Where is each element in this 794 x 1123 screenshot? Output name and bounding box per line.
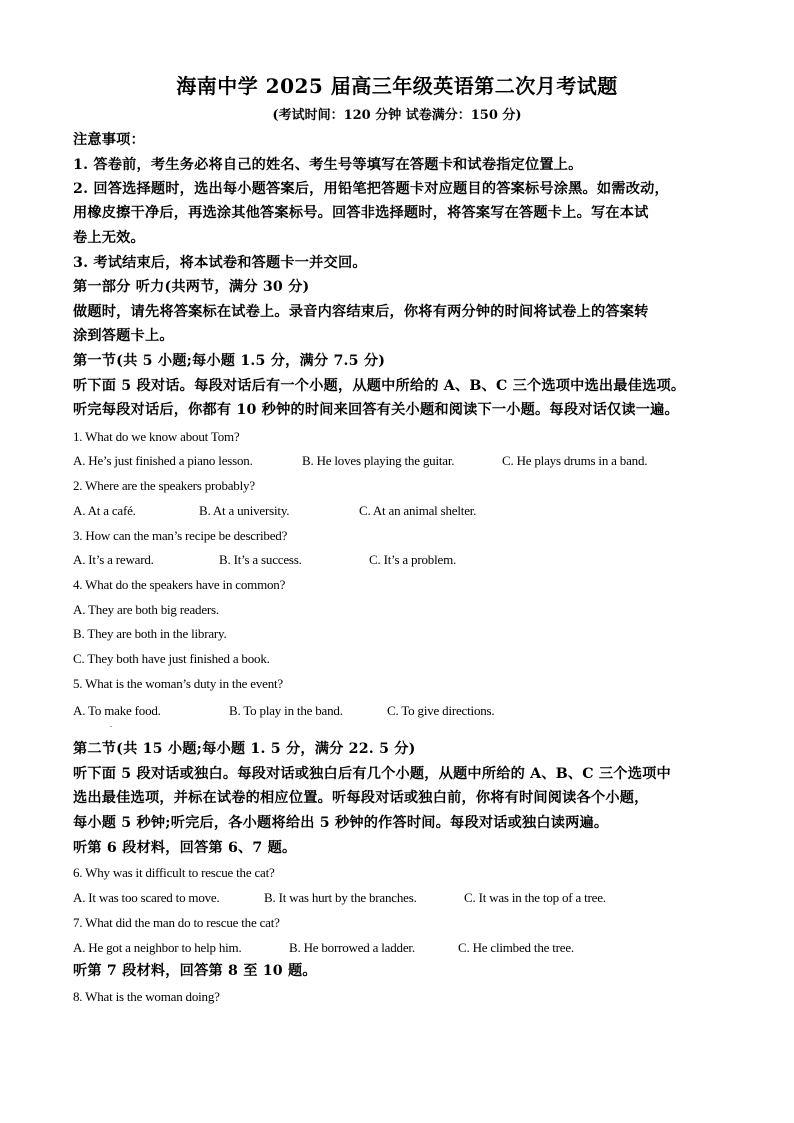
instruction-1: 1. 答卷前，考生务必将自己的姓名、考生号等填写在答题卡和试卷指定位置上。 bbox=[73, 157, 583, 173]
option-b: B. He borrowed a ladder. bbox=[289, 940, 415, 955]
material-6-heading: 听第 6 段材料，回答第 6、7 题。 bbox=[73, 840, 297, 856]
section2-desc-line-2: 选出最佳选项，并标在试卷的相应位置。听每段对话或独白前，你将有时间阅读各个小题， bbox=[73, 790, 649, 806]
exam-subtitle: (考试时间：120 分钟 试卷满分：150 分) bbox=[272, 108, 522, 123]
question-stem: 4. What do the speakers have in common? bbox=[73, 577, 286, 592]
option-a: A. At a café. bbox=[73, 503, 136, 518]
instruction-2-line-2: 用橡皮擦干净后，再选涂其他答案标号。回答非选择题时，将答案写在答题卡上。写在本试 bbox=[73, 205, 649, 221]
option-a: A. He’s just finished a piano lesson. bbox=[73, 453, 253, 468]
question-stem: 5. What is the woman’s duty in the event? bbox=[73, 676, 283, 691]
section1-desc-line-1: 听下面 5 段对话。每段对话后有一个小题，从题中所给的 A、B、C 三个选项中选出最佳选项。 bbox=[73, 378, 686, 394]
option-a: A. They are both big readers. bbox=[73, 602, 219, 617]
question-stem: 7. What did the man do to rescue the cat? bbox=[73, 915, 280, 930]
option-a: A. It was too scared to move. bbox=[73, 890, 220, 905]
option-a: A. He got a neighbor to help him. bbox=[73, 940, 242, 955]
section2-desc-line-1: 听下面 5 段对话或独白。每段对话或独白后有几个小题，从题中所给的 A、B、C 三个选项中 bbox=[73, 766, 671, 782]
instruction-2-line-3: 卷上无效。 bbox=[73, 230, 145, 246]
option-b: B. It was hurt by the branches. bbox=[264, 890, 417, 905]
option-a: A. It’s a reward. bbox=[73, 552, 154, 567]
option-b: B. It’s a success. bbox=[219, 552, 302, 567]
option-c: C. He plays drums in a band. bbox=[502, 453, 648, 468]
stray-dot: . bbox=[110, 720, 112, 729]
option-b: B. He loves playing the guitar. bbox=[302, 453, 455, 468]
option-c: C. It’s a problem. bbox=[369, 552, 457, 567]
material-7-heading: 听第 7 段材料，回答第 8 至 10 题。 bbox=[73, 963, 317, 979]
section2-heading: 第二节(共 15 小题;每小题 1. 5 分，满分 22. 5 分) bbox=[73, 741, 416, 757]
instruction-2-line-1: 2. 回答选择题时，选出每小题答案后，用铅笔把答题卡对应题目的答案标号涂黑。如需改动， bbox=[73, 181, 669, 197]
instruction-3: 3. 考试结束后，将本试卷和答题卡一并交回。 bbox=[73, 255, 367, 271]
option-b: B. They are both in the library. bbox=[73, 626, 227, 641]
option-c: C. To give directions. bbox=[387, 703, 495, 718]
exam-title: 海南中学 2025 届高三年级英语第二次月考试题 bbox=[176, 74, 618, 98]
section1-heading: 第一节(共 5 小题;每小题 1.5 分，满分 7.5 分) bbox=[73, 353, 386, 369]
question-stem: 2. Where are the speakers probably? bbox=[73, 478, 255, 493]
instructions-heading: 注意事项： bbox=[73, 132, 145, 148]
question-stem: 8. What is the woman doing? bbox=[73, 989, 220, 1004]
question-stem: 6. Why was it difficult to rescue the cat? bbox=[73, 865, 275, 880]
option-c: C. It was in the top of a tree. bbox=[464, 890, 606, 905]
option-b: B. At a university. bbox=[199, 503, 290, 518]
section2-desc-line-3: 每小题 5 秒钟;听完后，各小题将给出 5 秒钟的作答时间。每段对话或独白读两遍。 bbox=[73, 815, 609, 831]
option-b: B. To play in the band. bbox=[229, 703, 343, 718]
question-stem: 3. How can the man’s recipe be described? bbox=[73, 528, 288, 543]
option-c: C. At an animal shelter. bbox=[359, 503, 477, 518]
question-stem: 1. What do we know about Tom? bbox=[73, 429, 240, 444]
part1-heading: 第一部分 听力(共两节，满分 30 分) bbox=[73, 279, 310, 295]
option-c: C. He climbed the tree. bbox=[458, 940, 574, 955]
part1-desc-line-1: 做题时，请先将答案标在试卷上。录音内容结束后，你将有两分钟的时间将试卷上的答案转 bbox=[73, 304, 649, 320]
part1-desc-line-2: 涂到答题卡上。 bbox=[73, 328, 174, 344]
option-c: C. They both have just finished a book. bbox=[73, 651, 270, 666]
section1-desc-line-2: 听完每段对话后，你都有 10 秒钟的时间来回答有关小题和阅读下一小题。每段对话仅读一遍。 bbox=[73, 402, 679, 418]
option-a: A. To make food. bbox=[73, 703, 161, 718]
